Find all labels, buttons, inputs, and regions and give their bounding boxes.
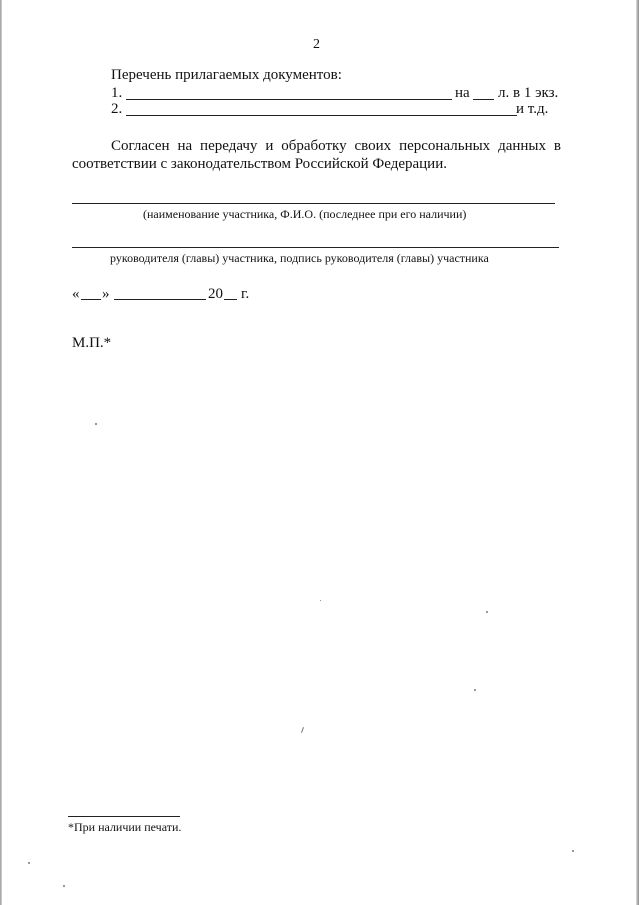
date-open-quote: « [72, 286, 80, 302]
scan-edge-left [0, 0, 2, 905]
head-caption: руководителя (главы) участника, подпись руководителя (главы) участника [110, 251, 489, 265]
consent-text-line-2: соответствии с законодательством Российской Федерации. [72, 156, 447, 172]
attachment-pages-blank [473, 99, 494, 100]
date-close-quote: » [102, 286, 110, 302]
attachment-pages-prefix: на [455, 85, 470, 101]
date-year-suffix: г. [241, 286, 250, 302]
date-day-blank [81, 299, 101, 300]
footnote: *При наличии печати. [68, 820, 182, 834]
attachment-etc-suffix: и т.д. [516, 101, 549, 117]
page-number: 2 [313, 37, 320, 52]
footnote-separator [68, 816, 180, 817]
scan-speck [95, 423, 97, 425]
date-year-prefix: 20 [208, 286, 223, 302]
attachment-item-1-blank [126, 99, 452, 100]
attachment-pages-suffix: л. в 1 экз. [498, 85, 559, 101]
attachment-item-number: 2. [111, 101, 123, 117]
scan-speck [63, 885, 65, 887]
attachments-heading: Перечень прилагаемых документов: [111, 67, 342, 83]
participant-caption: (наименование участника, Ф.И.О. (последнее при его наличии) [143, 207, 467, 221]
attachment-item-number: 1. [111, 85, 123, 101]
scan-speck [486, 611, 488, 613]
scan-speck [320, 600, 321, 601]
date-month-blank [114, 299, 206, 300]
scan-speck [572, 850, 574, 852]
scan-speck [474, 689, 476, 691]
head-signature-line [72, 247, 559, 248]
attachment-item-2-blank [126, 115, 517, 116]
consent-text-line-1: Согласен на передачу и обработку своих персональных данных в [111, 138, 561, 154]
participant-name-line [72, 203, 555, 204]
scan-speck [28, 862, 30, 864]
date-year-blank [224, 299, 237, 300]
scan-speck [301, 727, 304, 733]
stamp-label: М.П.* [72, 335, 112, 351]
